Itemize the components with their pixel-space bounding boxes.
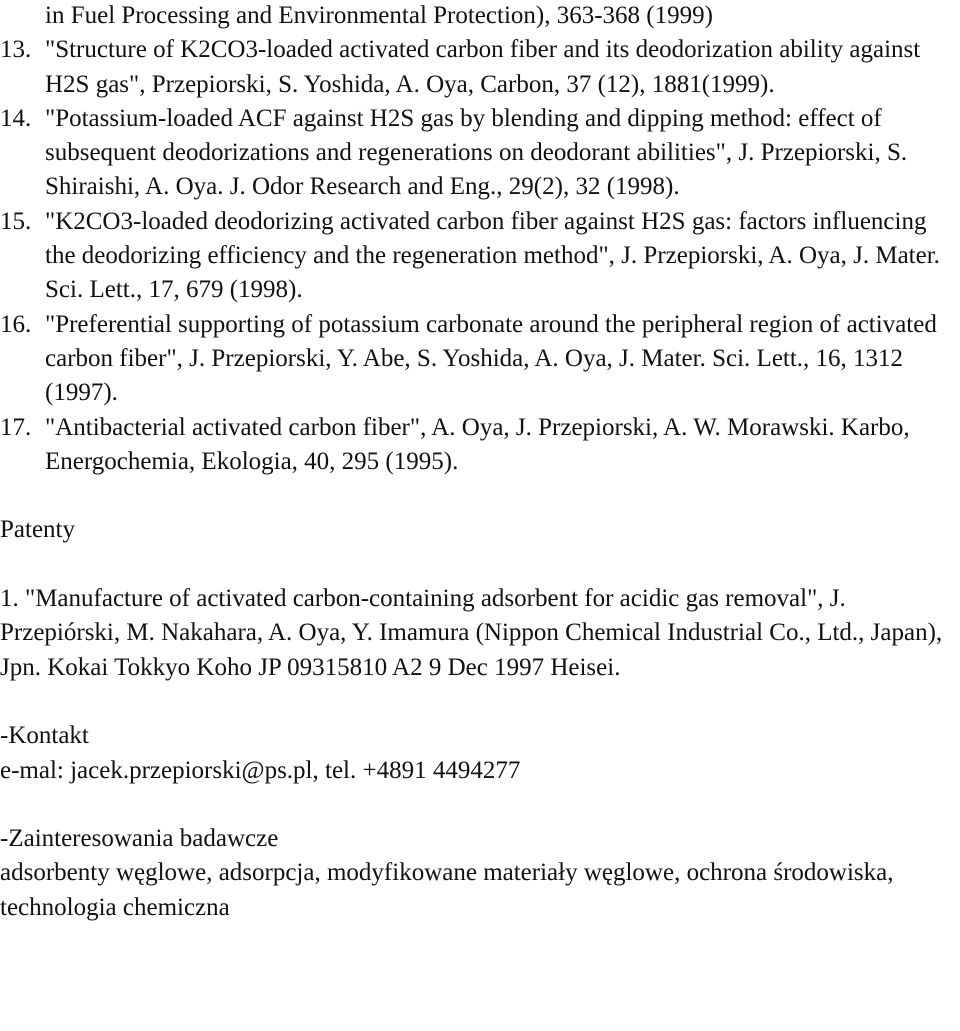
spacer <box>0 479 960 513</box>
reference-item-14 <box>0 102 960 205</box>
reference-list <box>0 33 960 479</box>
interests-heading: -Zainteresowania badawcze <box>0 825 279 853</box>
reference-continuation: in Fuel Processing and Environmental Protection), 363-368 (1999) <box>45 2 713 29</box>
reference-number: 13. <box>0 36 32 64</box>
spacer <box>0 788 960 822</box>
interests-text: adsorbenty węglowe, adsorpcja, modyfikowane materiały węglowe, ochrona środowiska, technologia chemiczna <box>0 859 894 921</box>
reference-text: "Potassium-loaded ACF against H2S gas by blending and dipping method: effect of subsequent deodorizations and regenerations on deodorant abilities", J. Przepiorski, S. Shiraishi, A. Oya. J. Odor Research and Eng., 29(2), 32 (1998). <box>45 104 908 201</box>
reference-text: "Preferential supporting of potassium carbonate around the peripheral region of activated carbon fiber", J. Przepiorski, Y. Abe, S. Yoshida, A. Oya, J. Mater. Sci. Lett., 16, 1312 (1997). <box>45 310 937 407</box>
reference-item-15 <box>0 205 960 308</box>
reference-number: 14. <box>0 104 32 132</box>
contact-line: e-mal: jacek.przepiorski@ps.pl, tel. +4891 4494277 <box>0 756 521 784</box>
spacer <box>0 685 960 719</box>
spacer <box>0 548 960 582</box>
patents-heading: Patenty <box>0 516 75 544</box>
reference-text: "Antibacterial activated carbon fiber", A. Oya, J. Przepiorski, A. W. Morawski. Karbo, Energochemia, Ekologia, 40, 295 (1995). <box>45 413 910 475</box>
reference-text: "K2CO3-loaded deodorizing activated carbon fiber against H2S gas: factors influencing the deodorizing efficiency and the regeneration method", J. Przepiorski, A. Oya, J. Mater. Sci. Lett., 17, 679 (1998). <box>45 207 940 304</box>
reference-item-17 <box>0 411 960 480</box>
reference-item-16 <box>0 308 960 411</box>
reference-item-13 <box>0 33 960 102</box>
reference-number: 17. <box>0 413 32 441</box>
reference-number: 16. <box>0 310 32 338</box>
reference-text: "Structure of K2CO3-loaded activated carbon fiber and its deodorization ability against H2S gas", Przepiorski, S. Yoshida, A. Oya, Carbon, 37 (12), 1881(1999). <box>45 36 921 98</box>
reference-number: 15. <box>0 207 32 235</box>
patent-item: 1. "Manufacture of activated carbon-containing adsorbent for acidic gas removal", J. Przepiórski, M. Nakahara, A. Oya, Y. Imamura (Nippon Chemical Industrial Co., Ltd., Japan), Jpn. Kokai Tokkyo Koho JP 09315810 A2 9 Dec 1997 Heisei. <box>0 585 943 681</box>
contact-heading: -Kontakt <box>0 722 89 750</box>
